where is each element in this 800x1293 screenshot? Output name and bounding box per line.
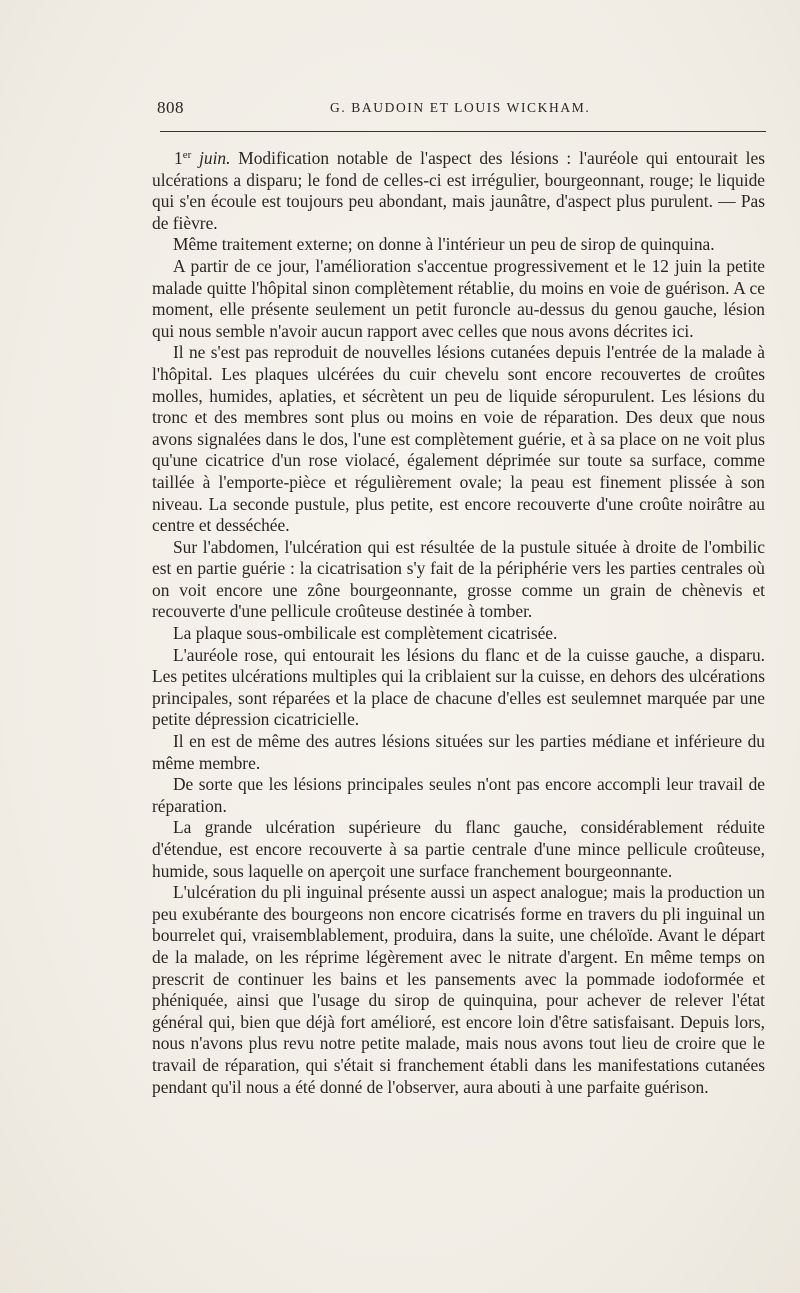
paragraph: De sorte que les lésions principales seules n'ont pas encore accompli leur travail de réparation. — [152, 774, 765, 816]
paragraph: A partir de ce jour, l'amélioration s'accentue progressivement et le 12 juin la petite malade quitte l'hôpital sinon complètement rétablie, du moins en voie de guérison. A ce moment, elle présente seulement un petit furoncle au-dessus du genou gauche, lésion qui nous semble n'avoir aucun rapport avec celles que nous avons décrites ici. — [152, 255, 765, 341]
paragraph: L'ulcération du pli inguinal présente aussi un aspect analogue; mais la production un peu exubérante des bourgeons non encore cicatrisés forme en travers du pli inguinal un bourrelet qui, vraisemblablement, produira, dans la suite, une chéloïde. Avant le départ de la malade, on les réprime légèrement avec le nitrate d'argent. En même temps on prescrit de continuer les bains et les pansements avec la pommade iodoformée et phéniquée, ainsi que l'usage du sirop de quinquina, pour achever de relever l'état général qui, bien que déjà fort amélioré, est encore loin d'être satisfaisant. Depuis lors, nous n'avons plus revu notre petite malade, mais nous avons tout lieu de croire que le travail de réparation, qui s'était si franchement établi dans les manifestations cutanées pendant qu'il nous a été donné de l'observer, aura abouti à une parfaite guérison. — [152, 882, 765, 1097]
paragraph: L'auréole rose, qui entourait les lésions du flanc et de la cuisse gauche, a disparu. Les petites ulcérations multiples qui la criblaient sur la cuisse, en dehors des ulcérations principales, sont réparées et la place de chacune d'elles est seulemnet marquée par une petite dépression cicatricielle. — [152, 644, 765, 730]
date-word: juin. — [199, 148, 231, 168]
paragraph-text: Modification notable de l'aspect des lésions : l'auréole qui entourait les ulcérations a disparu; le fond de celles-ci est irrégulier, bourgeonnant, rouge; le liquide qui s'en écoule est toujours peu abondant, mais jaunâtre, d'aspect plus purulent. — Pas de fièvre. — [152, 148, 765, 233]
date-ordinal: 1 — [174, 148, 183, 168]
paragraph: La plaque sous-ombilicale est complètement cicatrisée. — [173, 623, 558, 644]
body-text — [152, 145, 765, 1098]
running-head: G. BAUDOIN ET LOUIS WICKHAM. — [330, 100, 591, 115]
paragraph — [152, 145, 765, 234]
paragraph: Sur l'abdomen, l'ulcération qui est résultée de la pustule située à droite de l'ombilic est en partie guérie : la cicatrisation s'y fait de la périphérie vers les parties centrales où on voit encore une zône bourgeonnante, grosse comme un grain de chènevis et recouverte d'une pellicule croûteuse destinée à tomber. — [152, 536, 765, 622]
header-rule — [160, 131, 766, 132]
page-number: 808 — [157, 98, 184, 117]
paragraph: Il en est de même des autres lésions situées sur les parties médiane et inférieure du même membre. — [152, 731, 765, 773]
paragraph: Même traitement externe; on donne à l'intérieur un peu de sirop de quinquina. — [173, 234, 715, 255]
date-ordinal-superscript: er — [182, 149, 192, 161]
page-header — [157, 98, 767, 122]
paragraph: Il ne s'est pas reproduit de nouvelles lésions cutanées depuis l'entrée de la malade à l'hôpital. Les plaques ulcérées du cuir chevelu sont encore recouvertes de croûtes molles, humides, aplaties, et sécrètent un peu de liquide séropurulent. Les lésions du tronc et des membres sont plus ou moins en voie de réparation. Des deux que nous avons signalées dans le dos, l'une est complètement guérie, et à sa place on ne voit plus qu'une cicatrice d'un rose violacé, également déprimée sur toute sa surface, comme taillée à l'emporte-pièce et régulièrement ovale; la peau est finement plissée à son niveau. La seconde pustule, plus petite, est encore recouverte d'une croûte noirâtre au centre et desséchée. — [152, 342, 765, 536]
paragraph: La grande ulcération supérieure du flanc gauche, considérablement réduite d'étendue, est encore recouverte à sa partie centrale d'une mince pellicule croûteuse, humide, sous laquelle on aperçoit une surface franchement bourgeonnante. — [152, 817, 765, 881]
